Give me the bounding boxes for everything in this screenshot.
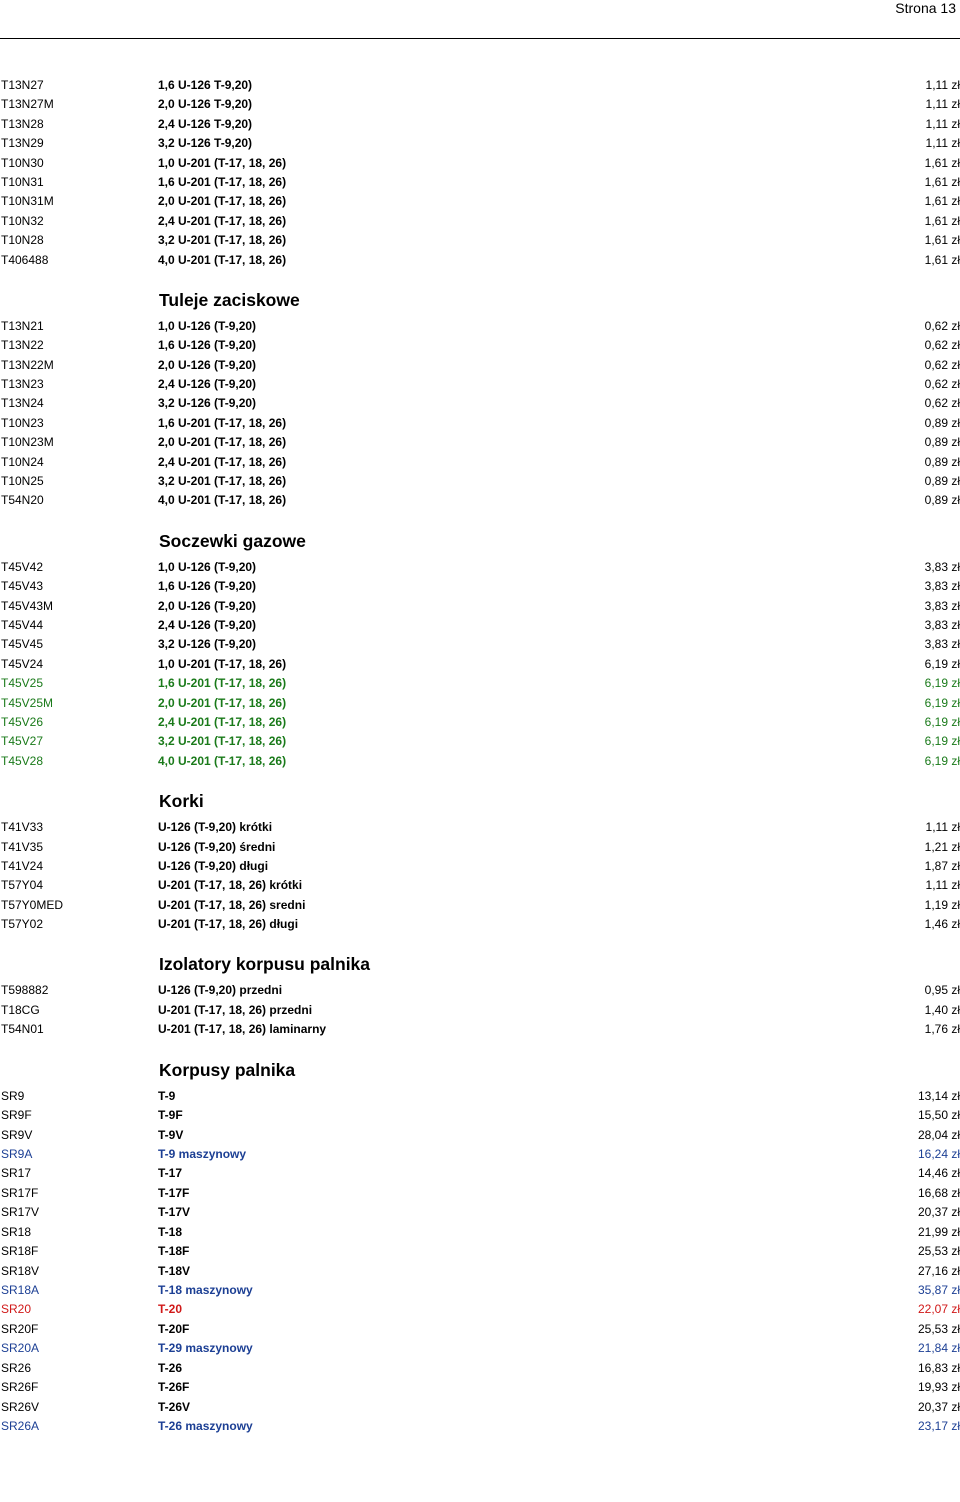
price-row (0, 1203, 960, 1222)
price-row (0, 818, 960, 837)
product-code: SR20 (1, 1302, 32, 1317)
product-description: T-9 maszynowy (158, 1146, 247, 1161)
product-code: T13N28 (1, 116, 44, 131)
price-section (0, 1040, 960, 1437)
product-code: T10N23M (1, 435, 54, 450)
product-description: T-17F (158, 1185, 190, 1200)
product-price: 6,19 zł (924, 734, 960, 749)
product-description: 2,0 U-201 (T-17, 18, 26) (158, 435, 287, 450)
product-description: T-20F (158, 1321, 190, 1336)
product-price: 1,11 zł (925, 97, 960, 112)
price-row (0, 1223, 960, 1242)
product-code: T13N27M (1, 97, 54, 112)
price-row (0, 1020, 960, 1039)
product-code: T10N31M (1, 194, 54, 209)
product-code: T54N20 (1, 493, 44, 508)
product-description: T-20 (158, 1302, 183, 1317)
product-code: T10N28 (1, 233, 44, 248)
price-row (0, 1087, 960, 1106)
product-description: 4,0 U-201 (T-17, 18, 26) (158, 493, 287, 508)
product-price: 14,46 zł (917, 1166, 960, 1181)
product-price: 0,89 zł (924, 474, 960, 489)
product-code: SR9A (1, 1146, 33, 1161)
product-description: 2,4 U-201 (T-17, 18, 26) (158, 213, 287, 228)
product-code: T45V27 (1, 734, 44, 749)
price-row (0, 356, 960, 375)
product-description: T-18F (158, 1244, 190, 1259)
product-price: 1,40 zł (924, 1002, 960, 1017)
product-code: T45V43 (1, 579, 44, 594)
product-description: T-26 maszynowy (158, 1419, 253, 1434)
product-code: T13N24 (1, 396, 44, 411)
product-price: 0,89 zł (924, 454, 960, 469)
product-description: T-17V (158, 1205, 191, 1220)
product-code: T13N21 (1, 318, 44, 333)
product-description: 2,4 U-201 (T-17, 18, 26) (158, 454, 287, 469)
section-spacer (0, 771, 960, 779)
product-price: 6,19 zł (924, 656, 960, 671)
price-row (0, 577, 960, 596)
product-code: T45V43M (1, 598, 54, 613)
product-price: 20,37 zł (917, 1399, 960, 1414)
price-row (0, 752, 960, 771)
price-row (0, 915, 960, 934)
product-code: T13N29 (1, 136, 44, 151)
product-price: 1,11 zł (925, 820, 960, 835)
price-row (0, 1126, 960, 1145)
price-row (0, 1106, 960, 1125)
price-row (0, 192, 960, 211)
price-row (0, 1398, 960, 1417)
price-section (0, 270, 960, 511)
product-code: T10N31 (1, 174, 44, 189)
product-price: 13,14 zł (917, 1088, 960, 1103)
price-row (0, 336, 960, 355)
product-description: 2,0 U-126 T-9,20) (158, 97, 253, 112)
price-row (0, 414, 960, 433)
price-row (0, 1164, 960, 1183)
product-code: T57Y0MED (1, 897, 64, 912)
price-row (0, 95, 960, 114)
product-price: 1,11 zł (925, 116, 960, 131)
price-row (0, 173, 960, 192)
product-description: 2,0 U-201 (T-17, 18, 26) (158, 194, 287, 209)
product-price: 0,62 zł (924, 396, 960, 411)
product-code: SR18F (1, 1244, 39, 1259)
product-price: 25,53 zł (917, 1321, 960, 1336)
product-description: T-18 (158, 1224, 183, 1239)
price-row (0, 597, 960, 616)
product-description: 3,2 U-126 (T-9,20) (158, 637, 257, 652)
product-price: 0,89 zł (924, 493, 960, 508)
product-description: 1,0 U-201 (T-17, 18, 26) (158, 155, 287, 170)
product-price: 1,11 zł (925, 78, 960, 92)
price-row (0, 635, 960, 654)
product-description: T-26V (158, 1399, 191, 1414)
product-price: 0,62 zł (924, 318, 960, 333)
product-description: 2,4 U-126 T-9,20) (158, 116, 253, 131)
price-row (0, 231, 960, 250)
price-row (0, 154, 960, 173)
product-description: 1,0 U-201 (T-17, 18, 26) (158, 656, 287, 671)
product-code: T45V24 (1, 656, 44, 671)
product-description: T-29 maszynowy (158, 1341, 253, 1356)
header-divider (0, 38, 960, 39)
product-description: 3,2 U-201 (T-17, 18, 26) (158, 474, 287, 489)
product-price: 25,53 zł (917, 1244, 960, 1259)
section-spacer (0, 934, 960, 942)
product-description: T-9F (158, 1108, 183, 1123)
product-price: 15,50 zł (917, 1108, 960, 1123)
product-price: 6,19 zł (924, 714, 960, 729)
price-row (0, 1242, 960, 1261)
product-code: T45V25M (1, 695, 54, 710)
section-spacer (0, 1040, 960, 1048)
price-row (0, 732, 960, 751)
price-row (0, 674, 960, 693)
product-code: SR26V (1, 1399, 40, 1414)
product-code: T10N30 (1, 155, 44, 170)
price-row (0, 616, 960, 635)
price-row (0, 394, 960, 413)
product-code: T13N27 (1, 78, 44, 92)
product-price: 3,83 zł (924, 579, 960, 594)
price-row (0, 472, 960, 491)
product-code: SR9 (1, 1088, 25, 1103)
product-code: T45V45 (1, 637, 44, 652)
product-description: 1,0 U-126 (T-9,20) (158, 559, 257, 574)
price-row (0, 1320, 960, 1339)
price-row (0, 694, 960, 713)
product-description: 3,2 U-201 (T-17, 18, 26) (158, 233, 287, 248)
product-description: 1,6 U-201 (T-17, 18, 26) (158, 415, 287, 430)
product-code: T10N24 (1, 454, 44, 469)
product-description: 1,0 U-126 (T-9,20) (158, 318, 257, 333)
price-row (0, 1300, 960, 1319)
price-row (0, 838, 960, 857)
product-code: T45V25 (1, 676, 44, 691)
price-row (0, 76, 960, 95)
price-list (0, 76, 960, 1437)
price-row (0, 896, 960, 915)
product-description: T-9 (158, 1088, 176, 1103)
product-description: T-9V (158, 1127, 184, 1142)
section-title: Korki (159, 791, 204, 812)
product-price: 1,76 zł (924, 1022, 960, 1037)
product-price: 1,87 zł (924, 858, 960, 873)
product-description: 4,0 U-201 (T-17, 18, 26) (158, 252, 287, 267)
product-description: 1,6 U-126 (T-9,20) (158, 579, 257, 594)
product-description: U-201 (T-17, 18, 26) laminarny (158, 1022, 327, 1037)
product-code: SR17V (1, 1205, 40, 1220)
product-code: T10N32 (1, 213, 44, 228)
product-price: 21,84 zł (917, 1341, 960, 1356)
product-description: U-201 (T-17, 18, 26) przedni (158, 1002, 313, 1017)
product-price: 6,19 zł (924, 753, 960, 768)
product-price: 0,89 zł (924, 415, 960, 430)
price-row (0, 1378, 960, 1397)
product-price: 28,04 zł (917, 1127, 960, 1142)
section-spacer (0, 270, 960, 278)
product-description: U-126 (T-9,20) średni (158, 839, 276, 854)
price-row (0, 1359, 960, 1378)
product-code: T13N22M (1, 357, 54, 372)
price-row (0, 491, 960, 510)
product-code: SR26A (1, 1419, 40, 1434)
page-label: Strona 13 (895, 0, 956, 16)
product-description: 2,4 U-126 (T-9,20) (158, 617, 257, 632)
product-code: SR18A (1, 1283, 40, 1297)
price-row (0, 1417, 960, 1436)
product-code: T41V33 (1, 820, 44, 835)
section-title: Izolatory korpusu palnika (159, 954, 371, 975)
price-row (0, 1281, 960, 1300)
price-row (0, 558, 960, 577)
price-row (0, 876, 960, 895)
product-code: T45V44 (1, 617, 44, 632)
product-code: T41V24 (1, 858, 44, 873)
product-code: T13N23 (1, 377, 44, 392)
product-price: 6,19 zł (924, 676, 960, 691)
product-description: 1,6 U-126 (T-9,20) (158, 338, 257, 353)
price-section (0, 76, 960, 270)
product-description: 4,0 U-201 (T-17, 18, 26) (158, 753, 287, 768)
product-price: 20,37 zł (917, 1205, 960, 1220)
price-row (0, 655, 960, 674)
product-price: 0,95 zł (924, 983, 960, 998)
product-price: 3,83 zł (924, 559, 960, 574)
product-description: U-201 (T-17, 18, 26) długi (158, 917, 299, 932)
product-code: T45V28 (1, 753, 44, 768)
product-price: 21,99 zł (917, 1224, 960, 1239)
product-description: 2,0 U-126 (T-9,20) (158, 357, 257, 372)
price-row (0, 134, 960, 153)
price-row (0, 1339, 960, 1358)
product-code: SR18V (1, 1263, 40, 1278)
product-description: 3,2 U-201 (T-17, 18, 26) (158, 734, 287, 749)
product-price: 1,11 zł (925, 878, 960, 893)
product-code: SR17F (1, 1185, 39, 1200)
price-row (0, 115, 960, 134)
product-price: 3,83 zł (924, 637, 960, 652)
price-row (0, 713, 960, 732)
product-price: 0,89 zł (924, 435, 960, 450)
product-description: T-18 maszynowy (158, 1283, 253, 1297)
product-code: SR20A (1, 1341, 40, 1356)
price-row (0, 453, 960, 472)
price-row (0, 1184, 960, 1203)
product-code: T406488 (1, 252, 49, 267)
product-description: 3,2 U-126 (T-9,20) (158, 396, 257, 411)
price-section (0, 934, 960, 1039)
section-title: Tuleje zaciskowe (159, 289, 300, 310)
section-title: Soczewki gazowe (159, 530, 306, 551)
product-price: 1,61 zł (924, 155, 960, 170)
price-row (0, 317, 960, 336)
product-price: 1,61 zł (924, 174, 960, 189)
product-description: T-18V (158, 1263, 191, 1278)
price-section (0, 771, 960, 934)
product-code: T10N25 (1, 474, 44, 489)
product-price: 0,62 zł (924, 338, 960, 353)
product-price: 3,83 zł (924, 617, 960, 632)
product-code: T13N22 (1, 338, 44, 353)
product-price: 1,21 zł (924, 839, 960, 854)
price-section (0, 511, 960, 771)
price-row (0, 212, 960, 231)
product-price: 23,17 zł (917, 1419, 960, 1434)
product-code: SR17 (1, 1166, 32, 1181)
product-price: 1,61 zł (924, 194, 960, 209)
price-row (0, 251, 960, 270)
product-price: 35,87 zł (917, 1283, 960, 1297)
product-price: 27,16 zł (917, 1263, 960, 1278)
product-description: T-17 (158, 1166, 183, 1181)
product-price: 1,61 zł (924, 213, 960, 228)
product-description: U-201 (T-17, 18, 26) krótki (158, 878, 303, 893)
product-code: SR26 (1, 1360, 32, 1375)
product-code: T10N23 (1, 415, 44, 430)
product-description: 1,6 U-201 (T-17, 18, 26) (158, 174, 287, 189)
product-price: 22,07 zł (917, 1302, 960, 1317)
product-description: 1,6 U-201 (T-17, 18, 26) (158, 676, 287, 691)
product-price: 3,83 zł (924, 598, 960, 613)
product-description: U-126 (T-9,20) przedni (158, 983, 283, 998)
product-code: T41V35 (1, 839, 44, 854)
section-spacer (0, 511, 960, 519)
price-row (0, 1145, 960, 1164)
product-code: SR9F (1, 1108, 32, 1123)
product-price: 0,62 zł (924, 377, 960, 392)
product-price: 19,93 zł (917, 1380, 960, 1395)
product-code: T54N01 (1, 1022, 44, 1037)
product-description: 2,4 U-126 (T-9,20) (158, 377, 257, 392)
product-description: 3,2 U-126 T-9,20) (158, 136, 253, 151)
price-row (0, 1001, 960, 1020)
product-code: SR20F (1, 1321, 39, 1336)
product-price: 16,24 zł (917, 1146, 960, 1161)
product-code: T45V42 (1, 559, 44, 574)
product-description: U-126 (T-9,20) długi (158, 858, 269, 873)
price-row (0, 375, 960, 394)
product-code: T18CG (1, 1002, 40, 1017)
product-price: 1,11 zł (925, 136, 960, 151)
price-row (0, 433, 960, 452)
product-price: 0,62 zł (924, 357, 960, 372)
product-code: SR26F (1, 1380, 39, 1395)
product-code: T45V26 (1, 714, 44, 729)
product-code: SR18 (1, 1224, 32, 1239)
product-code: SR9V (1, 1127, 33, 1142)
section-title: Korpusy palnika (159, 1059, 296, 1080)
product-description: T-26F (158, 1380, 190, 1395)
product-description: 2,0 U-201 (T-17, 18, 26) (158, 695, 287, 710)
product-code: T598882 (1, 983, 49, 998)
product-price: 16,68 zł (917, 1185, 960, 1200)
product-price: 1,19 zł (924, 897, 960, 912)
product-description: 2,0 U-126 (T-9,20) (158, 598, 257, 613)
product-price: 1,61 zł (924, 233, 960, 248)
product-price: 1,61 zł (924, 252, 960, 267)
product-code: T57Y04 (1, 878, 44, 893)
price-row (0, 857, 960, 876)
product-description: U-126 (T-9,20) krótki (158, 820, 273, 835)
product-code: T57Y02 (1, 917, 44, 932)
product-description: 2,4 U-201 (T-17, 18, 26) (158, 714, 287, 729)
product-description: U-201 (T-17, 18, 26) sredni (158, 897, 306, 912)
product-price: 6,19 zł (924, 695, 960, 710)
product-description: 1,6 U-126 T-9,20) (158, 78, 253, 92)
price-row (0, 981, 960, 1000)
product-description: T-26 (158, 1360, 183, 1375)
product-price: 1,46 zł (924, 917, 960, 932)
product-price: 16,83 zł (917, 1360, 960, 1375)
price-row (0, 1262, 960, 1281)
